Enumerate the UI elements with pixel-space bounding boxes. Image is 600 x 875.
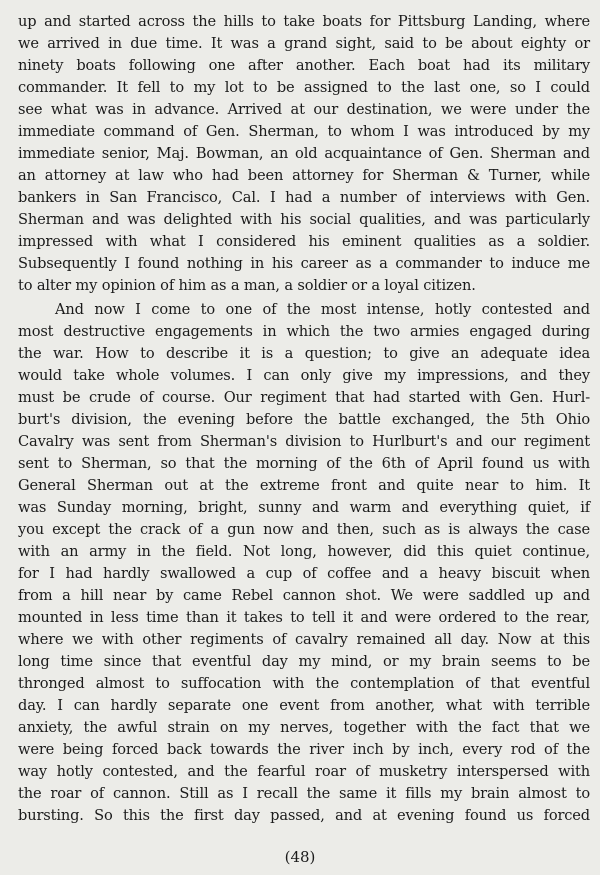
text-line: the roar of cannon. Still as I recall the same it fills my brain almost to <box>18 785 590 802</box>
text-line: must be crude of course. Our regiment that had started with Gen. Hurl- <box>18 389 590 406</box>
text-line: an attorney at law who had been attorney for Sherman & Turner, while <box>18 167 590 184</box>
text-line: were being forced back towards the river inch by inch, every rod of the <box>18 741 590 758</box>
text-line: Sherman and was delighted with his social qualities, and was particularly <box>18 211 590 228</box>
text-line: burt's division, the evening before the battle exchanged, the 5th Ohio <box>18 411 590 428</box>
text-line: most destructive engagements in which the two armies engaged during <box>18 323 590 340</box>
text-line: General Sherman out at the extreme front and quite near to him. It <box>18 477 590 494</box>
text-line: commander. It fell to my lot to be assigned to the last one, so I could <box>18 79 590 96</box>
text-line: And now I come to one of the most intense, hotly contested and <box>55 301 590 318</box>
text-line: long time since that eventful day my mind, or my brain seems to be <box>18 653 590 670</box>
text-line: up and started across the hills to take boats for Pittsburg Landing, where <box>18 13 590 30</box>
text-line: Cavalry was sent from Sherman's division to Hurlburt's and our regiment <box>18 433 590 450</box>
text-line: where we with other regiments of cavalry remained all day. Now at this <box>18 631 590 648</box>
text-line: thronged almost to suffocation with the contemplation of that eventful <box>18 675 590 692</box>
text-line: impressed with what I considered his eminent qualities as a soldier. <box>18 233 590 250</box>
page-number: (48) <box>284 848 316 866</box>
text-line: for I had hardly swallowed a cup of coffee and a heavy biscuit when <box>18 565 590 582</box>
text-line: bankers in San Francisco, Cal. I had a number of interviews with Gen. <box>18 189 590 206</box>
text-line: to alter my opinion of him as a man, a soldier or a loyal citizen. <box>18 277 476 294</box>
text-line: bursting. So this the first day passed, and at evening found us forced <box>18 807 590 824</box>
text-line: mounted in less time than it takes to tell it and were ordered to the rear, <box>18 609 590 626</box>
text-line: immediate senior, Maj. Bowman, an old acquaintance of Gen. Sherman and <box>18 145 590 162</box>
text-line: would take whole volumes. I can only give my impressions, and they <box>18 367 590 384</box>
text-line: Subsequently I found nothing in his career as a commander to induce me <box>18 255 590 272</box>
text-line: from a hill near by came Rebel cannon shot. We were saddled up and <box>18 587 590 604</box>
text-line: way hotly contested, and the fearful roar of musketry interspersed with <box>18 763 590 780</box>
text-line: immediate command of Gen. Sherman, to whom I was introduced by my <box>18 123 590 140</box>
text-line: anxiety, the awful strain on my nerves, together with the fact that we <box>18 719 590 736</box>
text-line: sent to Sherman, so that the morning of the 6th of April found us with <box>18 455 590 472</box>
text-line: ninety boats following one after another. Each boat had its military <box>18 57 590 74</box>
text-line: we arrived in due time. It was a grand sight, said to be about eighty or <box>18 35 590 52</box>
text-line: the war. How to describe it is a question; to give an adequate idea <box>18 345 590 362</box>
text-line: see what was in advance. Arrived at our destination, we were under the <box>18 101 590 118</box>
text-line: with an army in the field. Not long, however, did this quiet continue, <box>18 543 590 560</box>
text-line: day. I can hardly separate one event from another, what with terrible <box>18 697 590 714</box>
text-line: was Sunday morning, bright, sunny and warm and everything quiet, if <box>18 499 590 516</box>
text-line: you except the crack of a gun now and then, such as is always the case <box>18 521 590 538</box>
